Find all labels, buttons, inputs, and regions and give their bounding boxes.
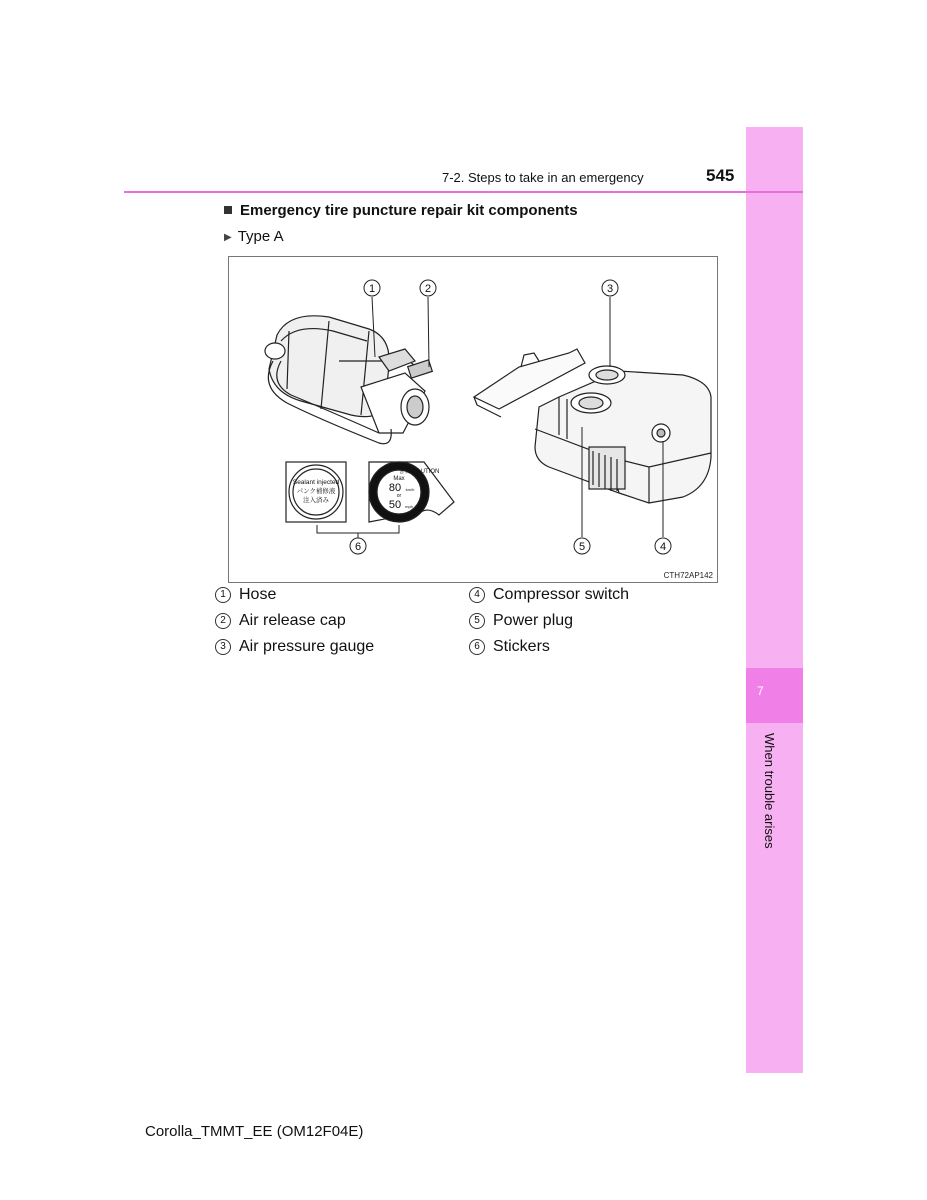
or-label: or — [396, 493, 402, 499]
callout-4: 4 — [659, 541, 667, 553]
legend-item — [215, 586, 276, 605]
legend-number: 1 — [215, 587, 231, 603]
legend-label: Stickers — [493, 638, 550, 655]
type-label — [224, 228, 284, 245]
legend-number: 2 — [215, 613, 231, 629]
callout-6: 6 — [354, 541, 362, 553]
section-heading — [224, 202, 578, 219]
triangle-bullet-icon: ▶ — [224, 232, 232, 243]
max-label: Max — [393, 476, 405, 482]
legend-label: Air pressure gauge — [239, 638, 375, 655]
legend-number: 5 — [469, 613, 485, 629]
legend-label: Compressor switch — [493, 586, 630, 603]
figure-code: CTH72AP142 — [663, 571, 713, 580]
header-rule — [124, 191, 803, 193]
section-heading-text: Emergency tire puncture repair kit components — [240, 202, 578, 219]
unit-mph: mph — [405, 504, 413, 509]
callout-5: 5 — [578, 541, 586, 553]
type-label-text: Type A — [237, 228, 284, 245]
legend-label: Air release cap — [239, 612, 346, 629]
sealant-bottle-drawing — [265, 316, 432, 444]
caution-label: 警告 CAUTION — [398, 469, 440, 475]
speed-mph: 50 — [388, 499, 402, 511]
callout-2: 2 — [424, 283, 432, 295]
sticker-text-line: Sealant injected — [292, 479, 340, 486]
sticker-text-line: パンク補修液 — [296, 488, 336, 495]
compressor-drawing — [474, 349, 711, 503]
legend-item — [215, 612, 346, 631]
legend-number: 4 — [469, 587, 485, 603]
legend-item — [469, 638, 550, 657]
legend-item — [215, 638, 374, 657]
page-number: 545 — [706, 166, 735, 185]
chapter-side-tab — [746, 127, 803, 1073]
square-bullet-icon — [224, 206, 232, 214]
legend-number: 6 — [469, 639, 485, 655]
legend-number: 3 — [215, 639, 231, 655]
legend-label: Hose — [239, 586, 277, 603]
footer-text: Corolla_TMMT_EE (OM12F04E) — [145, 1123, 364, 1140]
header-section-title: 7-2. Steps to take in an emergency — [442, 170, 644, 185]
legend-label: Power plug — [493, 612, 574, 629]
repair-kit-illustration — [229, 257, 717, 582]
repair-kit-figure — [228, 256, 718, 583]
chapter-number: 7 — [757, 684, 764, 698]
legend-item — [469, 586, 629, 605]
legend-item — [469, 612, 573, 631]
sticker-text-line: 注入済み — [303, 497, 329, 504]
callout-3: 3 — [606, 283, 614, 295]
callout-1: 1 — [368, 283, 376, 295]
chapter-title: When trouble arises — [762, 733, 777, 849]
speed-kmh: 80 — [388, 482, 402, 494]
unit-kmh: km/h — [405, 487, 415, 492]
chapter-number-tab[interactable] — [746, 668, 803, 723]
